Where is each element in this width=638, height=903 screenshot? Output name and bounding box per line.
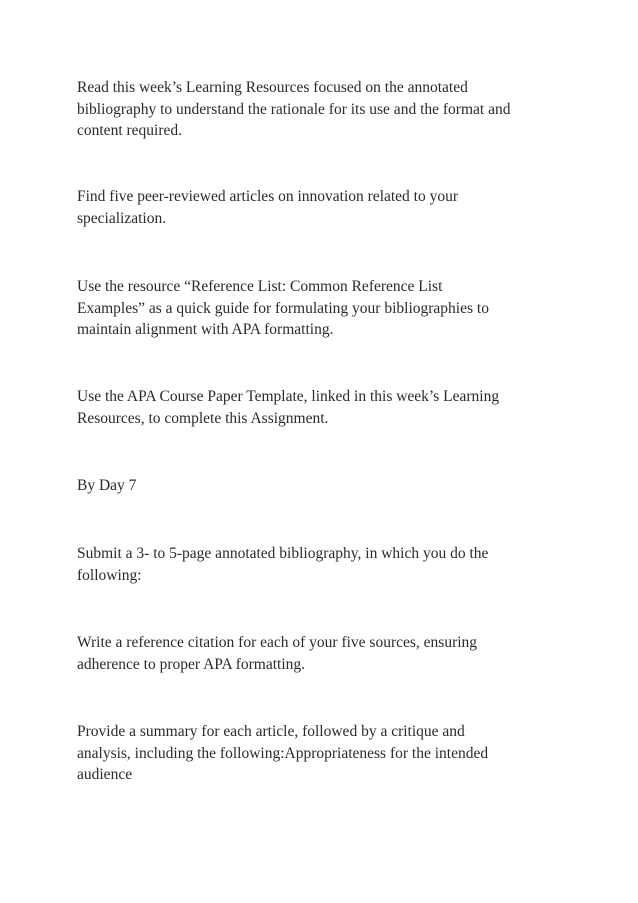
paragraph-summary-critique: Provide a summary for each article, followed by a critique and analysis, including the following:Appropriateness for the intended audience [77,723,489,783]
paragraph-reference-list-resource: Use the resource “Reference List: Common Reference List Examples” as a quick guide for formulating your bibliographies to maintain alignment with APA formatting. [77,278,489,338]
paragraph-reference-citation: Write a reference citation for each of your five sources, ensuring adherence to proper APA formatting. [77,634,478,673]
paragraph-apa-template: Use the APA Course Paper Template, linked in this week’s Learning Resources, to complete this Assignment. [77,388,500,427]
paragraph-deadline: By Day 7 [77,477,137,494]
paragraph-submit-bibliography: Submit a 3- to 5-page annotated bibliography, in which you do the following: [77,545,489,584]
paragraph-find-articles: Find five peer-reviewed articles on innovation related to your specialization. [77,188,459,227]
paragraph-learning-resources: Read this week’s Learning Resources focused on the annotated bibliography to understand the rationale for its use and the format and content required. [77,79,511,139]
